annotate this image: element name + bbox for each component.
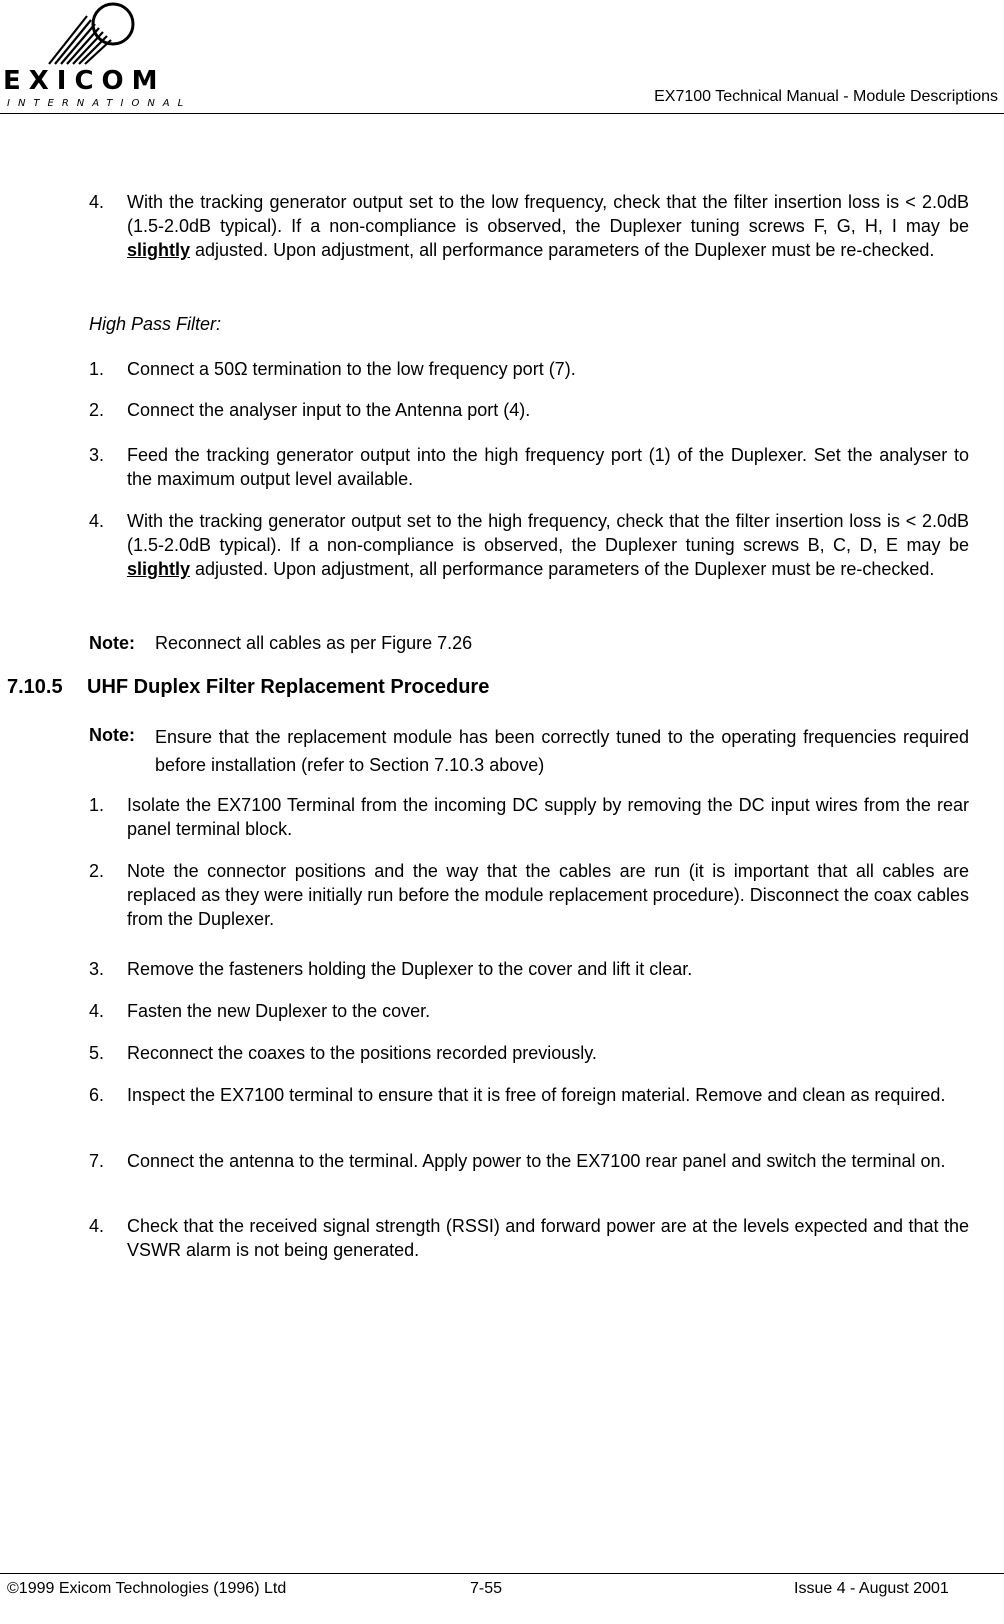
note (89, 723, 969, 779)
list-item-text: Fasten the new Duplexer to the cover. (127, 1001, 431, 1021)
section-number: 7.10.5 (7, 676, 63, 698)
list-item-number: 6. (89, 1085, 105, 1105)
footer-copyright: ©1999 Exicom Technologies (1996) Ltd (7, 1580, 287, 1597)
list-item-number: 4. (89, 1001, 105, 1021)
list-item-text: With the tracking generator output set to the low frequency, check that the filter insertion loss is < 2.0dB (1.5-2.0dB typical). If a non-compliance is observed, the Duplexer tuning screws F, G, H, I may be slightly adjusted. Upon adjustment, all performance parameters of the Duplexer must be re-checked. (127, 192, 969, 260)
list-item (89, 999, 969, 1023)
note-label: Note: (89, 633, 135, 653)
list-item-text: Connect the analyser input to the Antenna port (4). (127, 400, 531, 420)
note (89, 631, 969, 655)
list-item (89, 1149, 969, 1173)
list-item-text: Isolate the EX7100 Terminal from the incoming DC supply by removing the DC input wires from the rear panel terminal block. (127, 795, 969, 839)
list-item-text: Connect a 50Ω termination to the low frequency port (7). (127, 359, 576, 379)
list-item-number: 4. (89, 192, 105, 212)
page-number: 7-55 (470, 1580, 503, 1597)
list-item-number: 3. (89, 959, 105, 979)
list-item (89, 190, 969, 262)
logo-subtitle: INTERNATIONAL (7, 98, 192, 109)
list-item-number: 4. (89, 511, 105, 531)
list-item-text: Connect the antenna to the terminal. Apply power to the EX7100 rear panel and switch the terminal on. (127, 1151, 946, 1171)
list-item (89, 357, 969, 381)
list-item (89, 443, 969, 491)
list-item-number: 2. (89, 400, 105, 420)
note-label: Note: (89, 725, 135, 745)
logo-name: EXICOM (3, 66, 166, 96)
emphasis-text: slightly (127, 240, 191, 260)
list-item-number: 4. (89, 1216, 105, 1236)
note-text: Reconnect all cables as per Figure 7.26 (155, 633, 473, 653)
list-item-text: Note the connector positions and the way that the cables are run (it is important that all cables are replaced as they were initially run before the module replacement procedure). Disconnect the coax cables from the Duplexer. (127, 861, 969, 929)
list-item-text: Reconnect the coaxes to the positions recorded previously. (127, 1043, 597, 1063)
list-item (89, 1214, 969, 1262)
note-text: Ensure that the replacement module has been correctly tuned to the operating frequencies required before installation (refer to Section 7.10.3 above) (155, 727, 969, 775)
list-item-text: With the tracking generator output set to the high frequency, check that the filter insertion loss is < 2.0dB (1.5-2.0dB typical). If a non-compliance is observed, the Duplexer tuning screws B, C, D, E may be slightly adjusted. Upon adjustment, all performance parameters of the Duplexer must be re-checked. (127, 511, 969, 579)
list-item-number: 1. (89, 359, 105, 379)
list-item (89, 509, 969, 581)
exicom-logo-mark-icon (3, 2, 175, 68)
list-item-text: Inspect the EX7100 terminal to ensure that it is free of foreign material. Remove and clean as required. (127, 1085, 946, 1105)
list-item-number: 5. (89, 1043, 105, 1063)
list-item-text: Check that the received signal strength (RSSI) and forward power are at the levels expected and that the VSWR alarm is not being generated. (127, 1216, 969, 1260)
list-item-number: 7. (89, 1151, 105, 1171)
header-title: EX7100 Technical Manual - Module Descriptions (654, 88, 998, 105)
subheading-high-pass-filter: High Pass Filter: (89, 314, 222, 334)
section-title: UHF Duplex Filter Replacement Procedure (87, 676, 490, 698)
list-item (89, 793, 969, 841)
footer-divider (0, 1573, 1004, 1574)
list-item-text: Feed the tracking generator output into the high frequency port (1) of the Duplexer. Set the analyser to the maximum output level available. (127, 445, 969, 489)
list-item-number: 3. (89, 445, 105, 465)
list-item-number: 2. (89, 861, 105, 881)
footer-issue: Issue 4 - August 2001 (794, 1580, 949, 1597)
exicom-logo (3, 2, 192, 110)
section-heading (7, 676, 489, 699)
list-item (89, 1041, 969, 1065)
header-divider (0, 113, 1004, 114)
list-item (89, 1083, 969, 1107)
list-item (89, 398, 969, 422)
list-item-text: Remove the fasteners holding the Duplexer to the cover and lift it clear. (127, 959, 693, 979)
emphasis-text: slightly (127, 559, 191, 579)
list-item-number: 1. (89, 795, 105, 815)
list-item (89, 859, 969, 931)
list-item (89, 957, 969, 981)
